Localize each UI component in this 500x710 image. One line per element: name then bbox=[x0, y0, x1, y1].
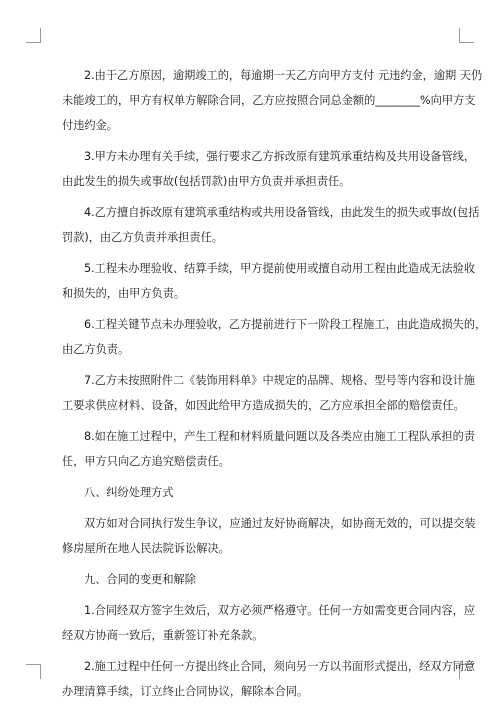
clause-5 bbox=[62, 256, 476, 306]
section-heading-8 bbox=[62, 480, 447, 505]
clause-3 bbox=[62, 144, 476, 194]
clause-2 bbox=[62, 63, 483, 138]
text-line: 和损失的，由甲方负责。 bbox=[62, 287, 186, 300]
text-line: 罚款)，由乙方负责并承担责任。 bbox=[62, 231, 223, 244]
dispute-paragraph bbox=[62, 511, 476, 561]
clause-7 bbox=[62, 368, 476, 418]
text-line: 修房屋所在地人民法院诉讼解决。 bbox=[62, 542, 230, 555]
text-line: 工要求供应材料、设备，如因此给甲方造成损失的，乙方应承担全部的赔偿责任。 bbox=[62, 399, 465, 412]
crop-mark-top-right bbox=[459, 28, 474, 43]
text-line: 1.合同经双方签字生效后，双方必须严格遵守。任何一方如需变更合同内容，应 bbox=[84, 604, 476, 617]
text-line: 未能竣工的，甲方有权单方解除合同，乙方应按照合同总金额的________%向甲方支 bbox=[62, 94, 476, 107]
change-clause-2 bbox=[62, 654, 476, 704]
text-line: 8.如在施工过程中，产生工程和材料质量问题以及各类应由施工工程队承担的责 bbox=[84, 430, 476, 443]
text-line: 6.工程关键节点未办理验收，乙方提前进行下一阶段工程施工，由此造成损失的， bbox=[84, 318, 487, 331]
section-heading: 九、合同的变更和解除 bbox=[84, 573, 196, 586]
text-line: 3.甲方未办理有关手续，强行要求乙方拆改原有建筑承重结构及共用设备管线， bbox=[84, 150, 476, 163]
crop-mark-bottom-left bbox=[26, 664, 41, 679]
text-line: 任，甲方只向乙方追究赔偿责任。 bbox=[62, 455, 230, 468]
section-heading: 八、纠纷处理方式 bbox=[84, 486, 174, 499]
clause-4 bbox=[62, 200, 480, 250]
text-line: 2.由于乙方原因，逾期竣工的，每逾期一天乙方向甲方支付 元违约金，逾期 天仍 bbox=[84, 69, 483, 82]
document-body bbox=[62, 63, 487, 710]
text-line: 经双方协商一致后，重新签订补充条款。 bbox=[62, 629, 264, 642]
text-line: 办理清算手续，订立终止合同协议，解除本合同。 bbox=[62, 685, 309, 698]
clause-6 bbox=[62, 312, 487, 362]
crop-mark-top-left bbox=[26, 28, 41, 43]
text-line: 由此发生的损失或事故(包括罚款)由甲方负责并承担责任。 bbox=[62, 175, 351, 188]
text-line: 4.乙方擅自拆改原有建筑承重结构或共用设备管线，由此发生的损失或事故(包括 bbox=[84, 206, 480, 219]
text-line: 双方如对合同执行发生争议，应通过友好协商解决，如协商无效的，可以提交装 bbox=[84, 517, 476, 530]
text-line: 7.乙方未按照附件二《装饰用料单》中规定的品牌、规格、型号等内容和设计施 bbox=[84, 374, 476, 387]
text-line: 付违约金。 bbox=[62, 119, 118, 132]
section-heading-9 bbox=[62, 567, 447, 592]
change-clause-1 bbox=[62, 598, 476, 648]
text-line: 2.施工过程中任何一方提出终止合同，须向另一方以书面形式提出，经双方同意 bbox=[84, 660, 476, 673]
clause-8 bbox=[62, 424, 476, 474]
text-line: 5.工程未办理验收、结算手续，甲方提前使用或擅自动用工程由此造成无法验收 bbox=[84, 262, 476, 275]
text-line: 由乙方负责。 bbox=[62, 343, 130, 356]
